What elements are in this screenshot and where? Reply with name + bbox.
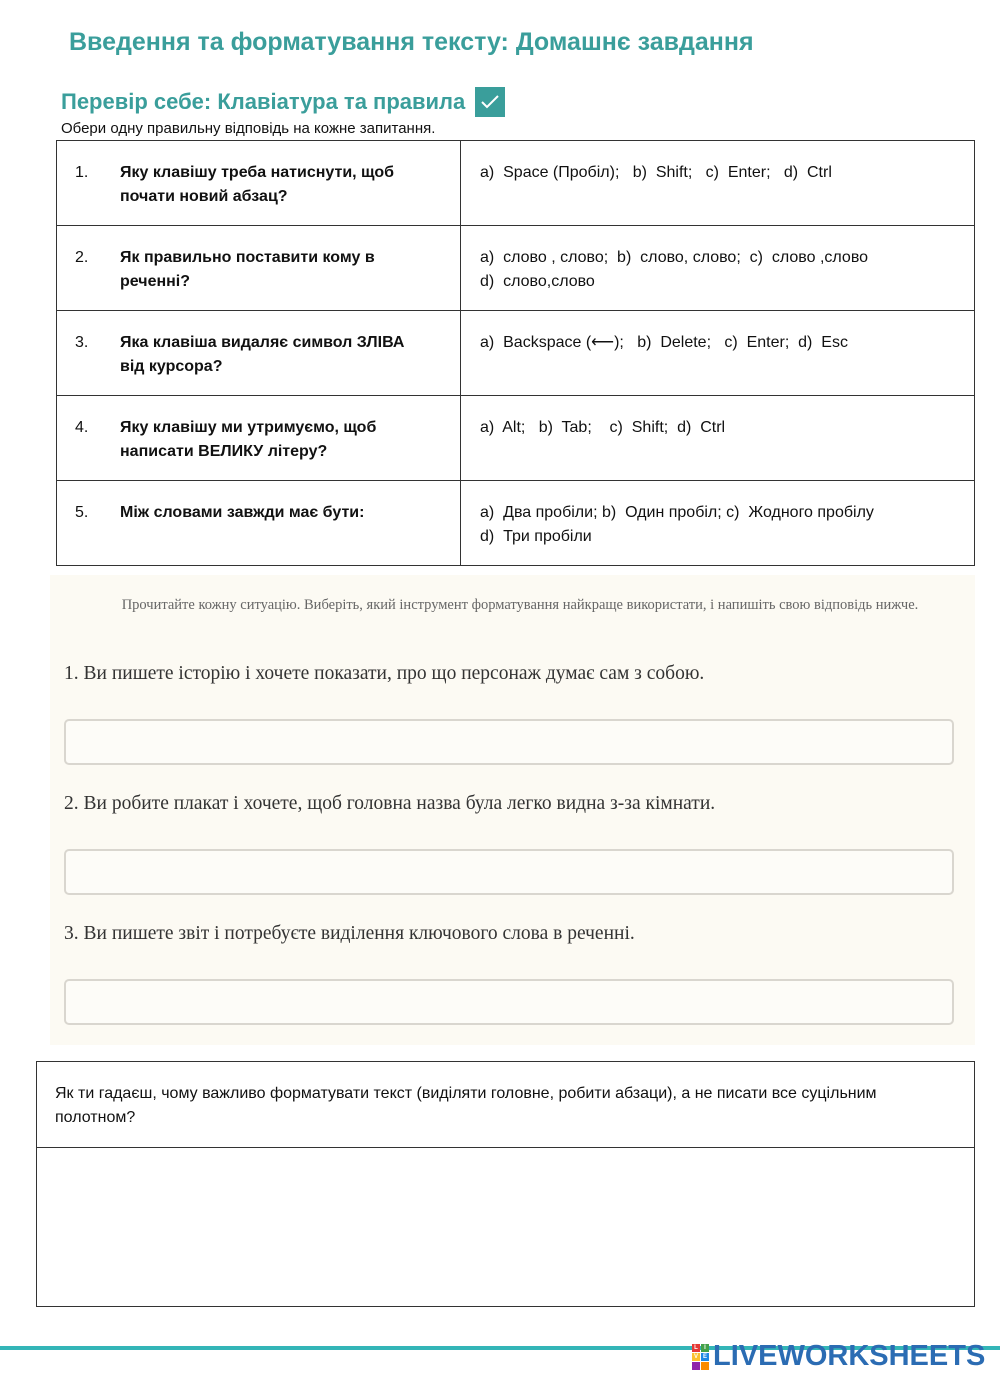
logo-tiles-icon bbox=[692, 1344, 709, 1370]
options-line: d) слово,слово bbox=[480, 273, 595, 290]
situation-answer-input[interactable] bbox=[64, 979, 954, 1025]
question-text: Яку клавішу треба натиснути, щоб почати новий абзац? bbox=[120, 164, 394, 205]
question-cell bbox=[57, 311, 461, 396]
question-number: 2. bbox=[75, 249, 89, 266]
situation-question: 2. Ви робите плакат і хочете, щоб головна назва була легко видна з-за кімнати. bbox=[64, 793, 716, 814]
situations-instruction: Прочитайте кожну ситуацію. Виберіть, який інструмент форматування найкраще використати, і напишіть свою відповідь нижче. bbox=[121, 597, 919, 613]
question-number: 1. bbox=[75, 164, 89, 181]
page-title: Введення та форматування тексту: Домашнє завдання bbox=[69, 28, 754, 56]
situation-answer-input[interactable] bbox=[64, 719, 954, 765]
options-line: a) Два пробіли; b) Один пробіл; c) Жодного пробілу bbox=[480, 504, 874, 521]
question-number: 5. bbox=[75, 504, 89, 521]
answer-options[interactable] bbox=[461, 226, 975, 311]
quiz-row bbox=[57, 396, 975, 481]
question-text: Яку клавішу ми утримуємо, щоб написати ВЕЛИКУ літеру? bbox=[120, 419, 377, 460]
reflection-answer-input[interactable] bbox=[37, 1148, 974, 1306]
quiz-table bbox=[56, 140, 975, 566]
checkmark-icon bbox=[475, 87, 505, 117]
answer-options[interactable] bbox=[461, 311, 975, 396]
logo-tile: E bbox=[702, 1353, 707, 1360]
answer-options[interactable] bbox=[461, 141, 975, 226]
question-cell bbox=[57, 396, 461, 481]
question-cell bbox=[57, 481, 461, 566]
reflection-box bbox=[36, 1061, 975, 1307]
question-text: Як правильно поставити кому в реченні? bbox=[120, 249, 375, 290]
logo-tile bbox=[692, 1362, 700, 1370]
question-cell bbox=[57, 141, 461, 226]
quiz-instruction: Обери одну правильну відповідь на кожне запитання. bbox=[61, 120, 436, 137]
brand-name: LIVEWORKSHEETS bbox=[713, 1340, 986, 1372]
options-line: a) Alt; b) Tab; c) Shift; d) Ctrl bbox=[480, 419, 726, 436]
quiz-row bbox=[57, 141, 975, 226]
answer-options[interactable] bbox=[461, 396, 975, 481]
options-line: a) Backspace (⟵); b) Delete; c) Enter; d) Esc bbox=[480, 334, 848, 351]
situation-question: 3. Ви пишете звіт і потребуєте виділення ключового слова в реченні. bbox=[64, 923, 635, 944]
logo-tile: I bbox=[701, 1344, 709, 1352]
situation-answer-input[interactable] bbox=[64, 849, 954, 895]
question-number: 4. bbox=[75, 419, 89, 436]
quiz-row bbox=[57, 481, 975, 566]
quiz-row bbox=[57, 226, 975, 311]
quiz-row bbox=[57, 311, 975, 396]
section-title bbox=[61, 87, 505, 117]
reflection-question: Як ти гадаєш, чому важливо форматувати текст (виділяти головне, робити абзаци), а не писати все суцільним полотном? bbox=[37, 1062, 974, 1148]
question-text: Яка клавіша видаляє символ ЗЛІВА від курсора? bbox=[120, 334, 405, 375]
situations-section bbox=[50, 575, 975, 1045]
answer-options[interactable] bbox=[461, 481, 975, 566]
question-text: Між словами завжди має бути: bbox=[120, 504, 365, 521]
options-line: a) слово , слово; b) слово, слово; c) слово ,слово bbox=[480, 249, 869, 266]
section-title-text: Перевір себе: Клавіатура та правила bbox=[61, 89, 466, 114]
options-line: d) Три пробіли bbox=[480, 528, 592, 545]
question-cell bbox=[57, 226, 461, 311]
question-number: 3. bbox=[75, 334, 89, 351]
logo-tile bbox=[701, 1362, 709, 1370]
brand-logo bbox=[692, 1340, 985, 1373]
logo-tile: L bbox=[692, 1344, 700, 1352]
situation-question: 1. Ви пишете історію і хочете показати, про що персонаж думає сам з собою. bbox=[64, 663, 705, 684]
options-line: a) Space (Пробіл); b) Shift; c) Enter; d) Ctrl bbox=[480, 164, 832, 181]
logo-tile: V bbox=[693, 1353, 698, 1360]
